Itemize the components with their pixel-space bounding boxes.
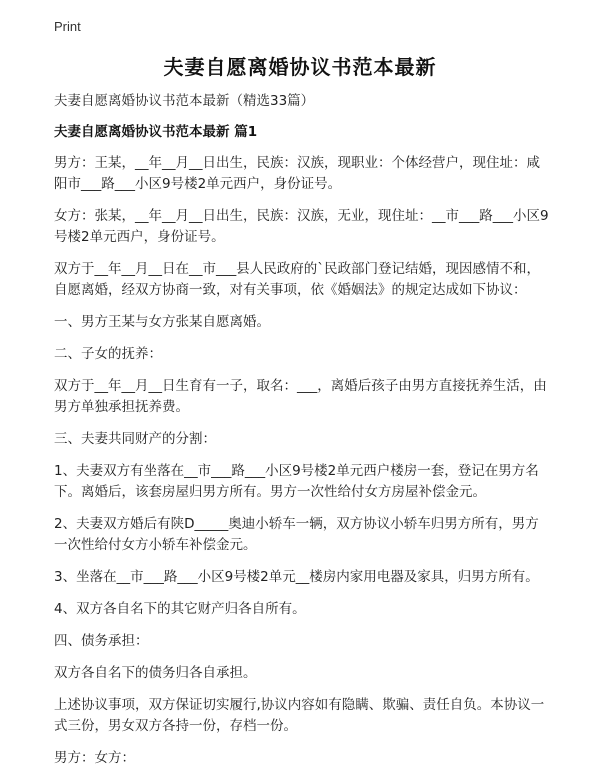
paragraph-child-custody: 双方于__年__月__日生育有一子，取名：___，离婚后孩子由男方直接抚养生活，由男方单独承担抚养费。 xyxy=(54,378,547,415)
document-body xyxy=(54,91,550,780)
section-heading: 夫妻自愿离婚协议书范本最新 篇1 xyxy=(54,124,258,140)
paragraph-closing-statement: 上述协议事项，双方保证切实履行,协议内容如有隐瞒、欺骗、责任自负。本协议一式三份，男女双方各持一份，存档一份。 xyxy=(54,697,545,734)
paragraph-signatures: 男方：女方： xyxy=(54,750,135,766)
paragraph-marriage-background: 双方于__年__月__日在__市___县人民政府的`民政部门登记结婚，现因感情不和，自愿离婚，经双方协商一致，对有关事项，依《婚姻法》的规定达成如下协议： xyxy=(54,261,540,298)
paragraph-clause-4-heading: 四、债务承担： xyxy=(54,633,149,649)
paragraph-clause-3-heading: 三、夫妻共同财产的分割： xyxy=(54,431,216,447)
paragraph-debts: 双方各自名下的债务归各自承担。 xyxy=(54,665,257,681)
paragraph-wife-info: 女方：张某，__年__月__日出生，民族：汉族，无业，现住址：__市___路___小区9号楼2单元西户，身份证号。 xyxy=(54,208,549,245)
paragraph-property-house: 1、夫妻双方有坐落在__市___路___小区9号楼2单元西户楼房一套，登记在男方名下。离婚后，该套房屋归男方所有。男方一次性给付女方房屋补偿金元。 xyxy=(54,463,539,500)
paragraph-property-furniture: 3、坐落在__市___路___小区9号楼2单元__楼房内家用电器及家具，归男方所有。 xyxy=(54,569,539,585)
paragraph-husband-info: 男方：王某，__年__月__日出生，民族：汉族，现职业：个体经营户，现住址：咸阳市___路___小区9号楼2单元西户，身份证号。 xyxy=(54,155,540,192)
document-subtitle: 夫妻自愿离婚协议书范本最新（精选33篇） xyxy=(54,93,315,109)
document-title: 夫妻自愿离婚协议书范本最新 xyxy=(163,55,437,79)
paragraph-property-car: 2、夫妻双方婚后有陕D_____奥迪小轿车一辆，双方协议小轿车归男方所有，男方一次性给付女方小轿车补偿金元。 xyxy=(54,516,539,553)
print-label[interactable]: Print xyxy=(54,19,81,34)
paragraph-clause-1: 一、男方王某与女方张某自愿离婚。 xyxy=(54,314,270,330)
paragraph-property-other: 4、双方各自名下的其它财产归各自所有。 xyxy=(54,601,306,617)
paragraph-clause-2-heading: 二、子女的抚养： xyxy=(54,346,162,362)
